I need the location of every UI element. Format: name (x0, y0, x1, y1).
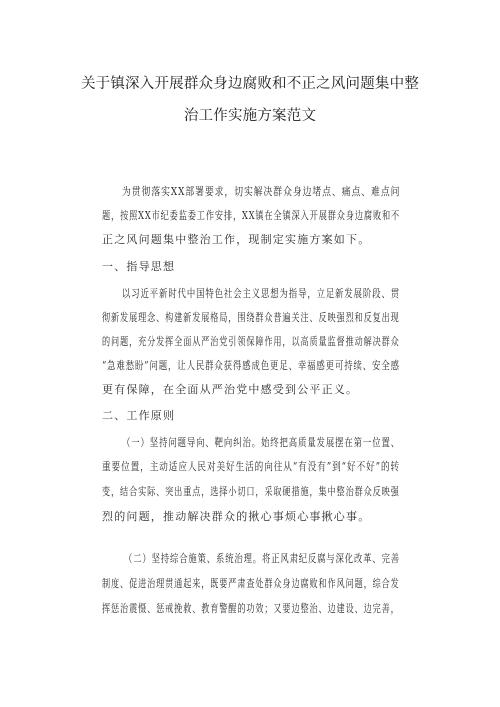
paragraph-line: 更有保障，在全面从严治党中感受到公平正义。 (102, 383, 359, 396)
paragraph-line: 为贯彻落实XX部署要求，切实解决群众身边堵点、痛点、难点问 (122, 185, 401, 198)
document-title-line-2: 治工作实施方案范文 (183, 108, 317, 124)
section-heading: 二、工作原则 (102, 409, 176, 422)
document-title-line-1: 关于镇深入开展群众身边腐败和不正之风问题集中整 (80, 76, 420, 92)
paragraph-line: 以习近平新时代中国特色社会主义思想为指导，立足新发展阶段、贯 (122, 287, 400, 300)
paragraph-line: 制度、促进治理贯通起来，既要严肃查处群众身边腐败和作风问题，综合发 (102, 577, 400, 590)
paragraph-line: （二）坚持综合施策、系统治理。将正风肃纪反腐与深化改革、完善 (124, 552, 400, 565)
paragraph-line: 题，按照XX市纪委监委工作安排，XX镇在全镇深入开展群众身边腐败和不 (102, 209, 401, 222)
paragraph-line: 的问题，充分发挥全面从严治党引领保障作用，以高质量监督推动解决群众 (102, 335, 400, 348)
paragraph-line: 烈的问题，推动解决群众的揪心事烦心事揪心事。 (102, 510, 371, 523)
paragraph-line: “急难愁盼”问题，让人民群众获得感成色更足、幸福感更可持续、安全感 (102, 359, 400, 372)
paragraph-line: （一）坚持问题导向、靶向纠治。始终把高质量发展摆在第一位置、 (122, 436, 400, 449)
paragraph-line: 彻新发展理念、构建新发展格局，围绕群众普遍关注、反映强烈和反复出现 (102, 311, 400, 324)
paragraph-line: 变，结合实际、突出重点，选择小切口，采取硬措施，集中整治群众反映强 (102, 485, 400, 498)
paragraph-line: 正之风问题集中整治工作，现制定实施方案如下。 (102, 233, 371, 246)
section-heading: 一、指导思想 (102, 260, 176, 273)
paragraph-line: 重要位置，主动适应人民对美好生活的向往从“有没有”到“好不好”的转 (102, 460, 401, 473)
paragraph-line: 挥惩治震慑、惩戒挽救、教育警醒的功效；又要边整治、边建设、边完善， (102, 602, 400, 615)
